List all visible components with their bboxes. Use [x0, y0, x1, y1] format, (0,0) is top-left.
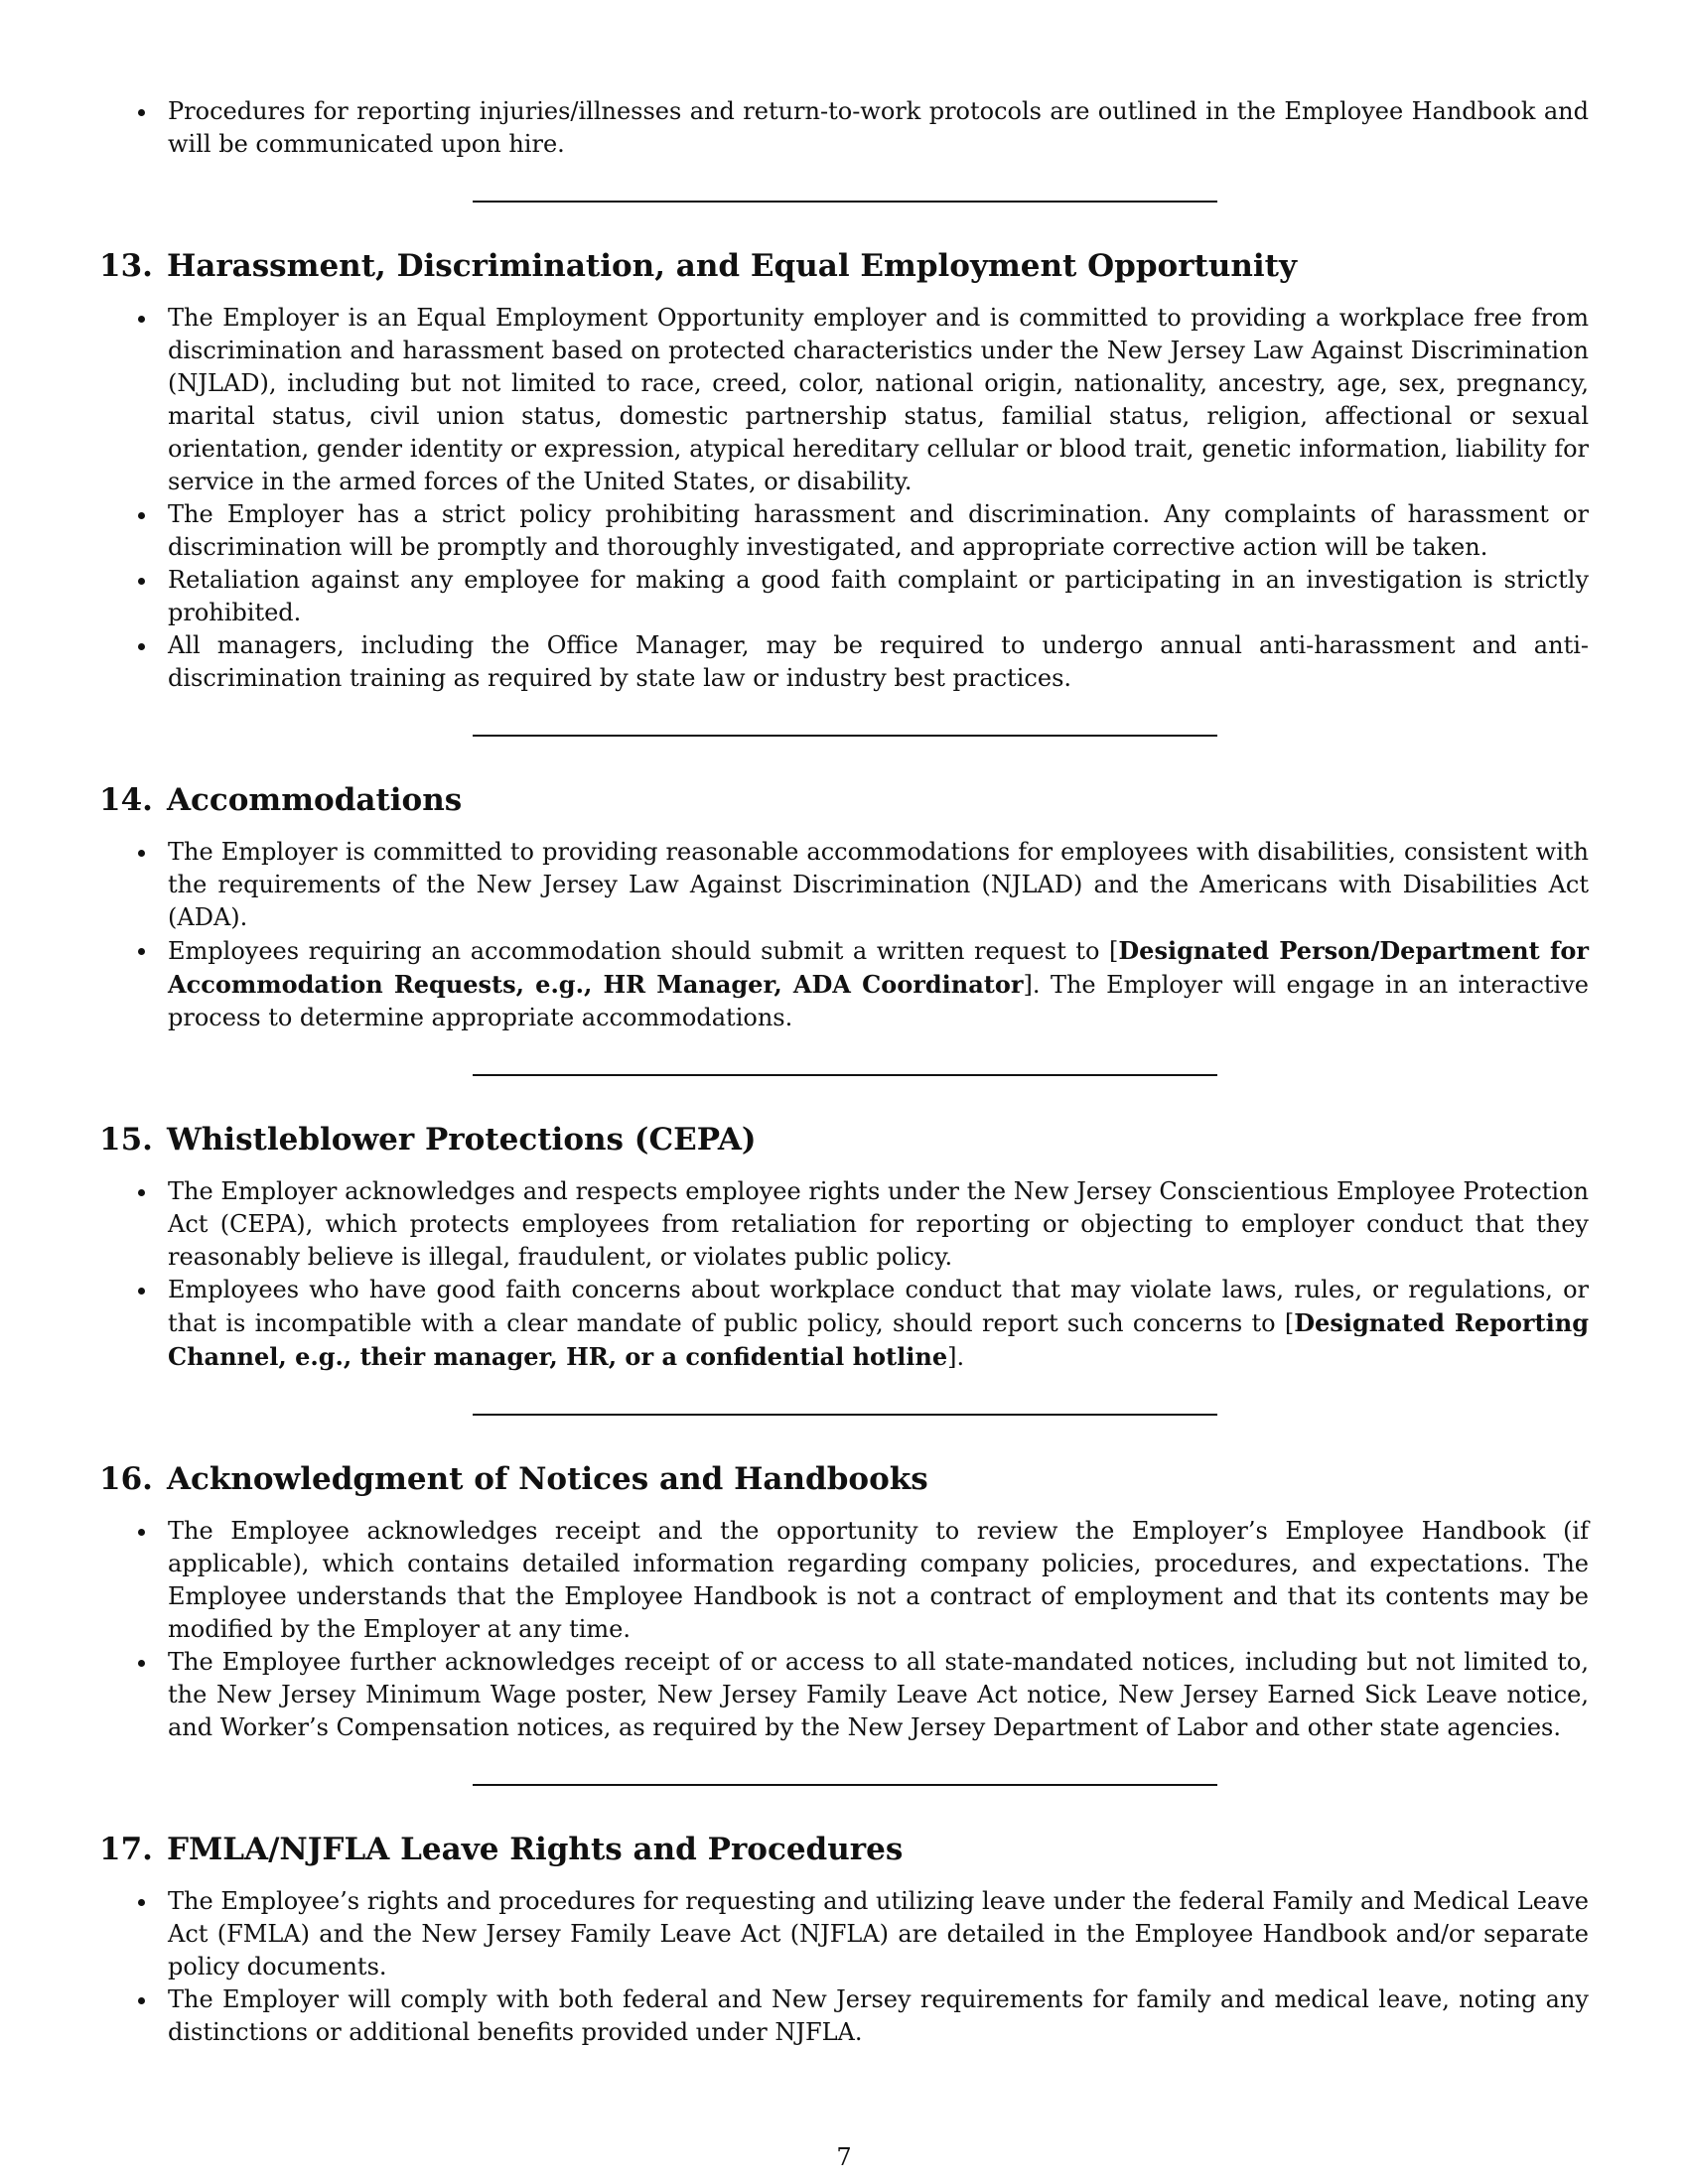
bullet-dot — [138, 948, 145, 955]
section-divider — [473, 1074, 1217, 1076]
bullet-dot — [138, 1288, 145, 1295]
bullet-dot — [138, 1997, 145, 2004]
section-heading: 15. Whistleblower Protections (CEPA) — [99, 1122, 757, 1158]
section-15 — [99, 1120, 1589, 1416]
bullet-item: Employees requiring an accommodation should submit a written request to [Designated Person/Department for Accommodation Requests, e.g., HR Manager, ADA Coordinator]. The Employer will engage in an interactive process to determine appropriate accommodations. — [99, 934, 1589, 1034]
bullet-list — [99, 836, 1589, 1034]
bullet-item: The Employer has a strict policy prohibiting harassment and discrimination. Any complaints of harassment or discrimination will be promptly and thoroughly investigated, and appropriate corrective action will be taken. — [99, 498, 1589, 564]
bullet-item: All managers, including the Office Manager, may be required to undergo annual anti-harassment and anti-discrimination training as required by state law or industry best practices. — [99, 629, 1589, 695]
bullet-dot — [138, 1529, 145, 1536]
placeholder-field: Designated Person/Department for Accommodation Requests, e.g., HR Manager, ADA Coordinator — [168, 936, 1589, 999]
bullet-dot — [138, 512, 145, 519]
bullet-dot — [138, 578, 145, 585]
section-14 — [99, 780, 1589, 1076]
bullet-item: Retaliation against any employee for making a good faith complaint or participating in an investigation is strictly prohibited. — [99, 564, 1589, 629]
bullet-item: The Employer acknowledges and respects employee rights under the New Jersey Conscientious Employee Protection Act (CEPA), which protects employees from retaliation for reporting or objecting to employer conduct that they reasonably believe is illegal, fraudulent, or violates public policy. — [99, 1175, 1589, 1274]
bullet-list — [99, 1515, 1589, 1744]
bullet-dot — [138, 1189, 145, 1196]
bullet-dot — [138, 643, 145, 650]
section-17 — [99, 1830, 1589, 2049]
section-divider — [473, 735, 1217, 737]
bullet-item: The Employee acknowledges receipt and the opportunity to review the Employer’s Employee Handbook (if applicable), which contains detailed information regarding company policies, procedures, and expectations. The Employee understands that the Employee Handbook is not a contract of employment and that its contents may be modified by the Employer at any time. — [99, 1515, 1589, 1646]
bullet-list — [99, 1885, 1589, 2049]
bullet-item: The Employer is an Equal Employment Opportunity employer and is committed to providing a workplace free from discrimination and harassment based on protected characteristics under the New Jersey Law Against Discrimination (NJLAD), including but not limited to race, creed, color, national origin, nationality, ancestry, age, sex, pregnancy, marital status, civil union status, domestic partnership status, familial status, religion, affectional or sexual orientation, gender identity or expression, atypical hereditary cellular or blood trait, genetic information, liability for service in the armed forces of the United States, or disability. — [99, 302, 1589, 498]
section-divider — [473, 201, 1217, 203]
bullet-dot — [138, 109, 145, 116]
page-number: 7 — [836, 2143, 852, 2171]
bullet-dot — [138, 1899, 145, 1906]
section-divider — [473, 1784, 1217, 1786]
bullet-dot — [138, 1660, 145, 1667]
section-heading: 17. FMLA/NJFLA Leave Rights and Procedures — [99, 1832, 904, 1867]
bullet-item: The Employee further acknowledges receipt of or access to all state-mandated notices, including but not limited to, the New Jersey Minimum Wage poster, New Jersey Family Leave Act notice, New Jersey Earned Sick Leave notice, and Worker’s Compensation notices, as required by the New Jersey Department of Labor and other state agencies. — [99, 1646, 1589, 1744]
section-divider — [473, 1414, 1217, 1416]
bullet-item: The Employer will comply with both federal and New Jersey requirements for family and medical leave, noting any distinctions or additional benefits provided under NJFLA. — [99, 1983, 1589, 2049]
section-13 — [99, 246, 1589, 737]
bullet-dot — [138, 850, 145, 857]
intro-bullet-list — [99, 95, 1589, 161]
document-page — [99, 95, 1589, 2049]
bullet-dot — [138, 316, 145, 323]
section-heading: 13. Harassment, Discrimination, and Equal Employment Opportunity — [99, 248, 1298, 284]
section-16 — [99, 1459, 1589, 1786]
bullet-item: Procedures for reporting injuries/illnesses and return-to-work protocols are outlined in the Employee Handbook and will be communicated upon hire. — [99, 95, 1589, 161]
section-heading: 14. Accommodations — [99, 782, 463, 818]
placeholder-field: Designated Reporting Channel, e.g., their manager, HR, or a confidential hotline — [168, 1308, 1589, 1371]
bullet-item: The Employee’s rights and procedures for requesting and utilizing leave under the federal Family and Medical Leave Act (FMLA) and the New Jersey Family Leave Act (NJFLA) are detailed in the Employee Handbook and/or separate policy documents. — [99, 1885, 1589, 1983]
bullet-list — [99, 302, 1589, 695]
bullet-item: Employees who have good faith concerns about workplace conduct that may violate laws, rules, or regulations, or that is incompatible with a clear mandate of public policy, should report such concerns to [Designated Reporting Channel, e.g., their manager, HR, or a confidential hotline]. — [99, 1274, 1589, 1374]
bullet-item: The Employer is committed to providing reasonable accommodations for employees with disabilities, consistent with the requirements of the New Jersey Law Against Discrimination (NJLAD) and the Americans with Disabilities Act (ADA). — [99, 836, 1589, 934]
section-heading: 16. Acknowledgment of Notices and Handbooks — [99, 1461, 928, 1497]
bullet-list — [99, 1175, 1589, 1374]
